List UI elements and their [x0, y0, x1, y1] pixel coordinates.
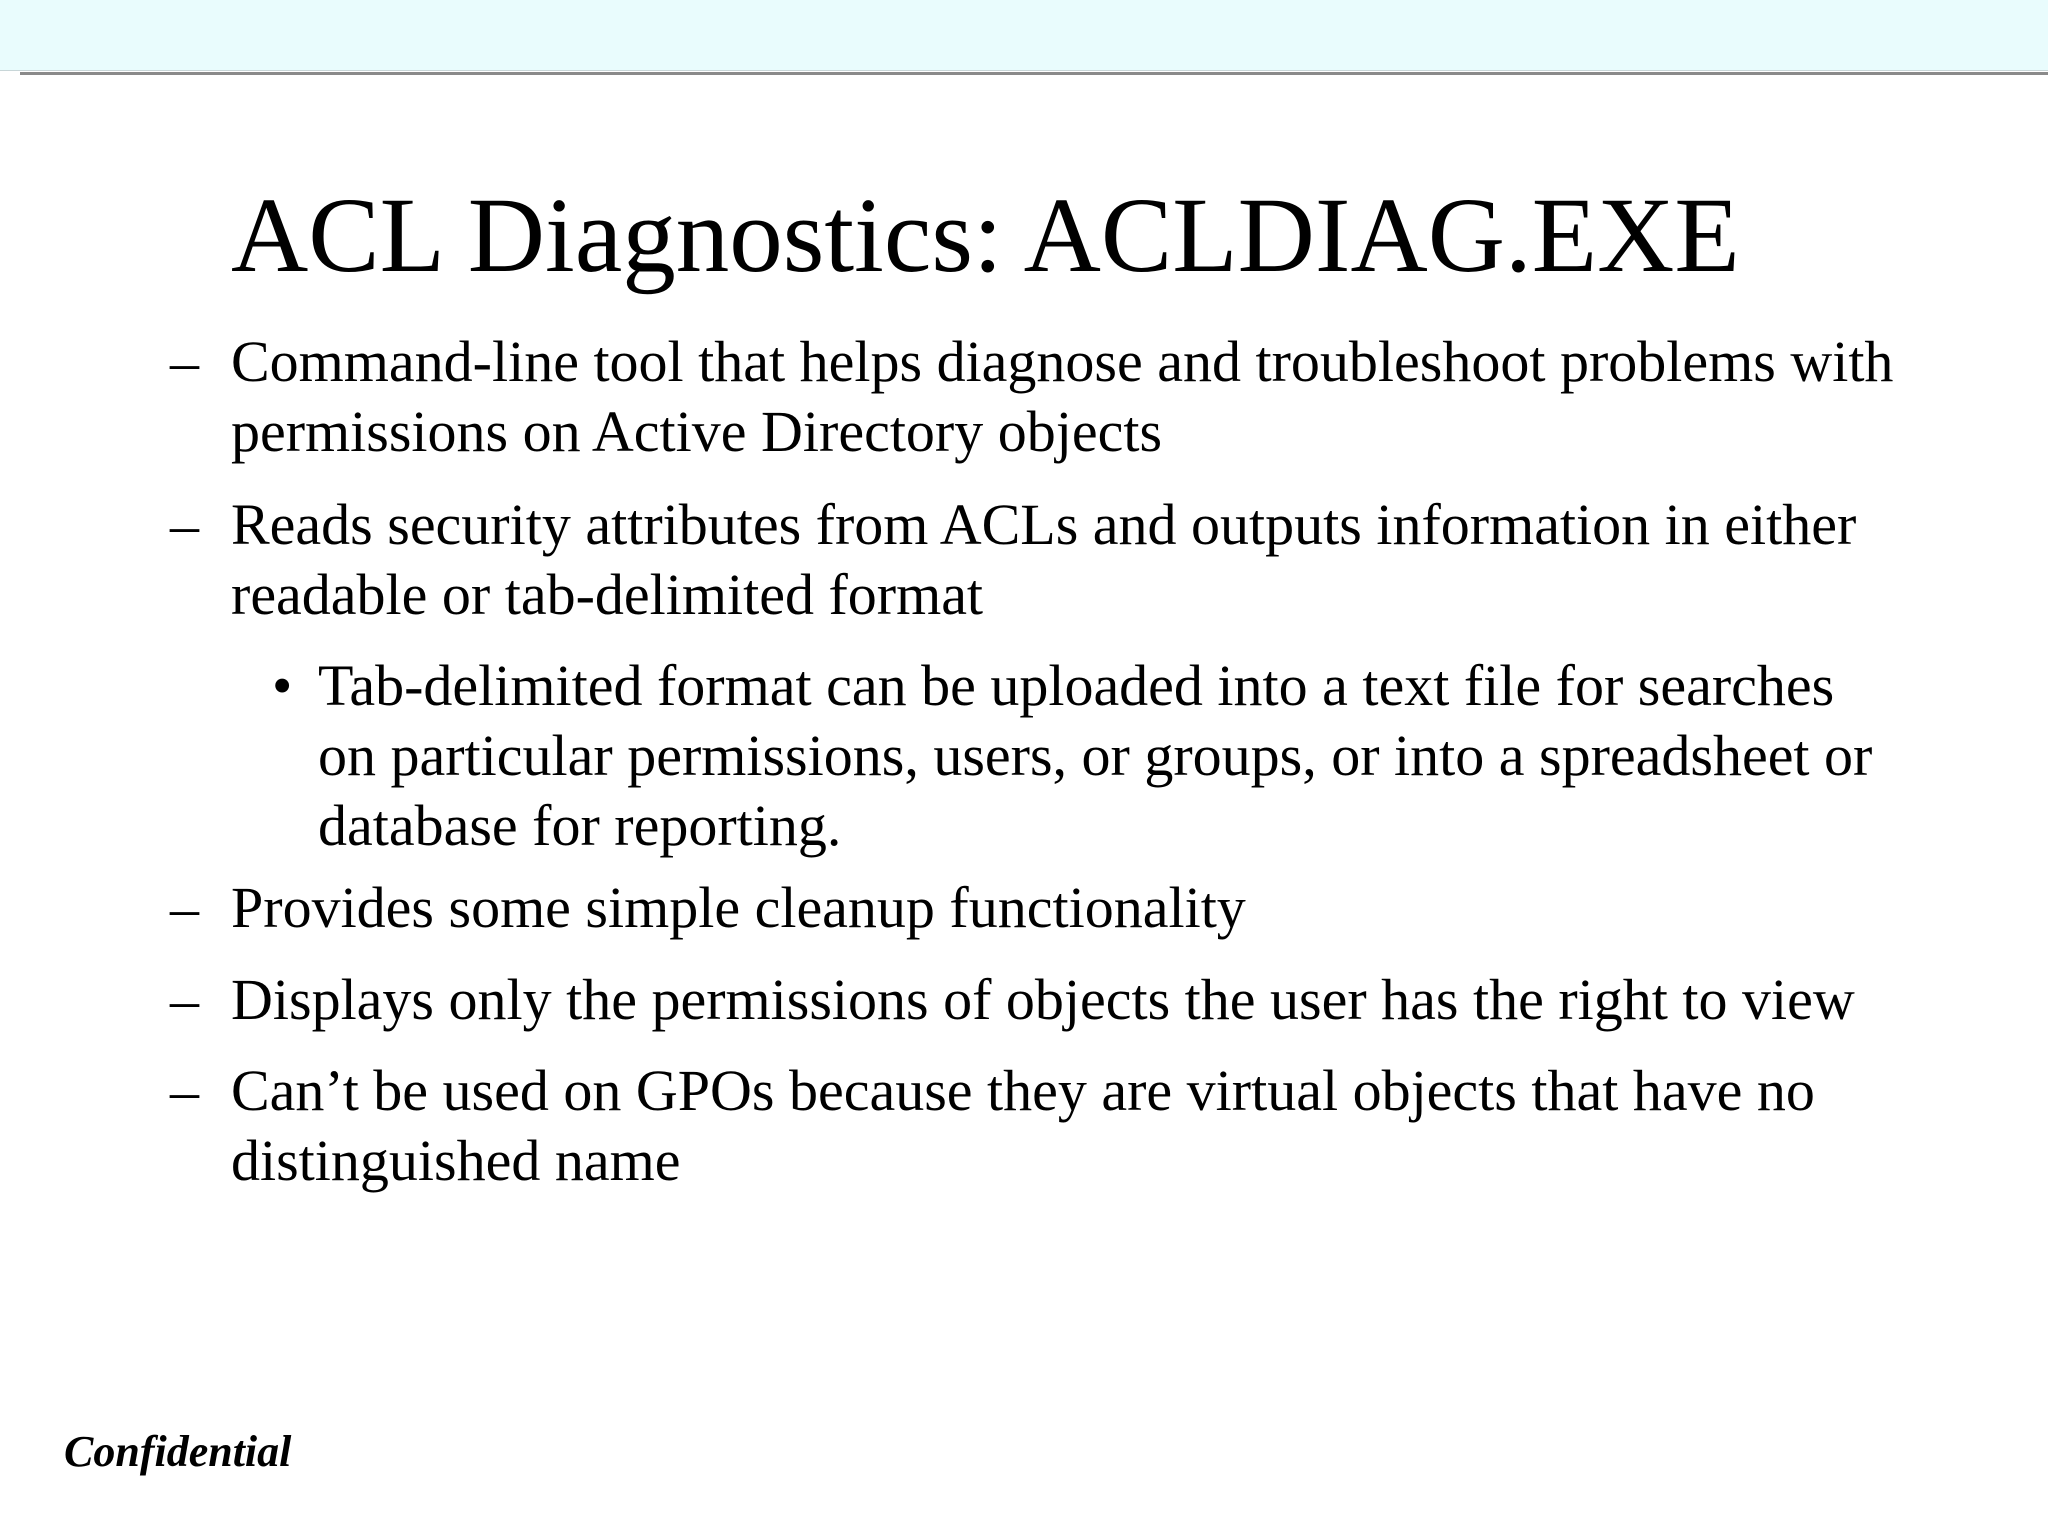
bullet-text-line: database for reporting.: [318, 793, 842, 858]
bullet-text-line: Displays only the permissions of objects the user has the right to view: [231, 967, 1855, 1032]
dash-marker: –: [170, 967, 199, 1032]
bullet-text-line: Command-line tool that helps diagnose and troubleshoot problems with: [231, 329, 1894, 394]
dash-marker: –: [170, 329, 199, 394]
bullet-text-line: readable or tab-delimited format: [231, 562, 984, 627]
bullet-item-reads-security-attributes: [231, 490, 1856, 630]
dot-marker: •: [272, 653, 293, 718]
bullet-text-line: Can’t be used on GPOs because they are virtual objects that have no: [231, 1058, 1815, 1123]
dash-marker: –: [170, 1058, 199, 1123]
bullet-text-line: permissions on Active Directory objects: [231, 399, 1163, 464]
bullet-item-gpos: [231, 1056, 1815, 1196]
bullet-item-displays-permissions: [231, 965, 1855, 1035]
bullet-text-line: Provides some simple cleanup functionality: [231, 875, 1246, 940]
bullet-text-line: on particular permissions, users, or groups, or into a spreadsheet or: [318, 723, 1873, 788]
bullet-item-command-line-tool: [231, 327, 1893, 467]
dash-marker: –: [170, 492, 199, 557]
slide-title: ACL Diagnostics: ACLDIAG.EXE: [231, 177, 1740, 295]
sub-bullet-item-tab-delimited: [318, 651, 1872, 861]
bullet-text-line: Reads security attributes from ACLs and outputs information in either: [231, 492, 1857, 557]
bullet-item-cleanup: [231, 873, 1246, 943]
confidential-footer: Confidential: [64, 1427, 292, 1476]
dash-marker: –: [170, 875, 199, 940]
bullet-text-line: Tab-delimited format can be uploaded into a text file for searches: [318, 653, 1835, 718]
bullet-text-line: distinguished name: [231, 1128, 681, 1193]
